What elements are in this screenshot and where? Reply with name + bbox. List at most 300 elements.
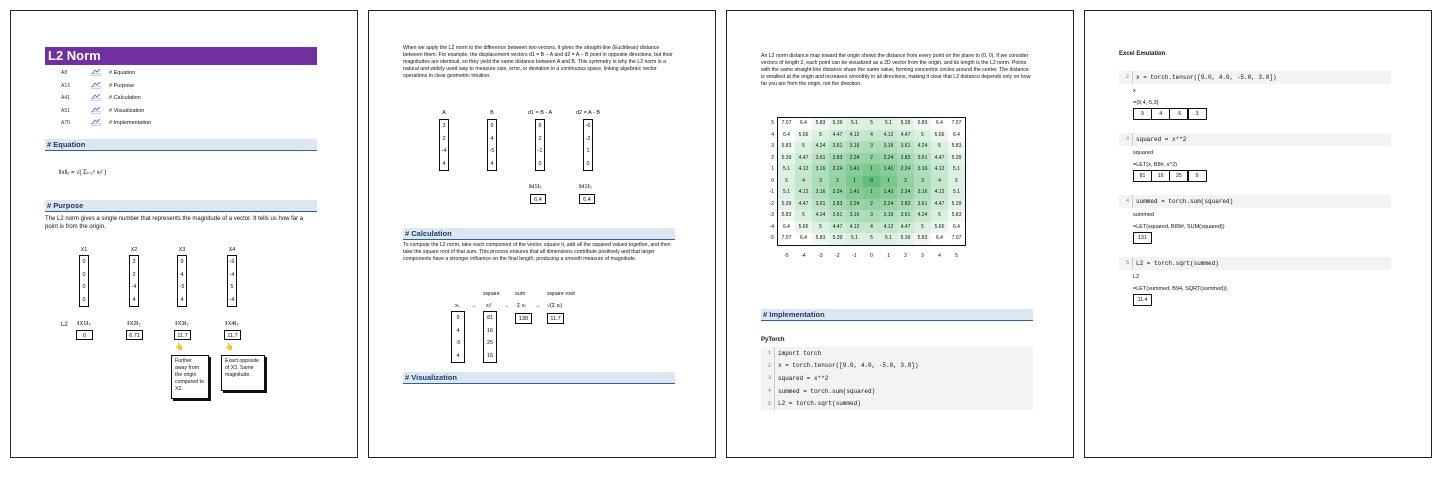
vector-cell: 4	[490, 160, 494, 167]
grid-cell: 3.61	[914, 153, 931, 165]
vector-name: X3	[178, 247, 186, 253]
pytorch-subtitle: PyTorch	[761, 337, 785, 343]
code-text: x = torch.tensor([9.0, 4.0, -5.0, 3.0])	[1136, 73, 1277, 81]
vector-cell: 6	[538, 123, 542, 129]
grid-cell: 2.83	[897, 153, 914, 165]
calc-cell: 25	[486, 340, 494, 346]
vector-cell: 4	[132, 296, 136, 303]
norm-value: 6.71	[126, 330, 143, 340]
link-icon[interactable]	[91, 118, 109, 128]
grid-cell: 5.39	[897, 118, 914, 130]
square-label: square	[483, 291, 500, 297]
norm-value: 0	[76, 330, 93, 340]
grid-cell: 3.61	[914, 199, 931, 211]
toc-link-label[interactable]: # Purpose	[109, 82, 135, 89]
grid-cell: 5	[778, 176, 795, 188]
variable-name: L2	[1133, 274, 1140, 280]
grid-cell: 2.83	[897, 199, 914, 211]
code-text: L2 = torch.sqrt(summed)	[1136, 259, 1219, 267]
vector-cell: 0	[538, 160, 542, 167]
distance-heat-grid	[777, 117, 966, 246]
grid-cell: 5	[795, 141, 812, 153]
grid-cell: 5.39	[778, 153, 795, 165]
grid-cell: 5.1	[846, 233, 863, 245]
formula: =LET(summed, B94, SQRT(summed))	[1133, 286, 1227, 292]
link-icon[interactable]	[91, 93, 109, 103]
vector-cell: -4	[131, 284, 137, 290]
vector-cell: 5	[230, 284, 234, 290]
d2-norm-label: ‖d1‖₂	[579, 184, 592, 190]
sum-label: sum	[515, 291, 526, 297]
grid-cell: 3	[863, 210, 880, 222]
norm-label: ‖X1‖₂	[77, 321, 91, 327]
grid-col-label: -5	[784, 253, 789, 259]
grid-cell: 4.24	[914, 210, 931, 222]
grid-cell: 5.83	[948, 210, 965, 222]
vector-cell: 4	[442, 160, 446, 167]
grid-cell: 5.39	[948, 153, 965, 165]
grid-cell: 5.39	[829, 118, 846, 130]
code-text: L2 = torch.sqrt(summed)	[778, 400, 861, 408]
vector-column	[487, 119, 497, 171]
vector-column	[79, 255, 89, 307]
grid-cell: 1	[863, 187, 880, 199]
spill-range	[1133, 108, 1207, 120]
grid-cell: 3.61	[812, 153, 829, 165]
calc-cell: 4	[456, 352, 460, 359]
calc-cell: -5	[455, 340, 461, 346]
grid-cell: 4.47	[931, 199, 948, 211]
grid-cell: 5.66	[931, 130, 948, 142]
line-number: 1	[761, 347, 775, 360]
vector-cell: -4	[229, 296, 235, 303]
toc-link-label[interactable]: # Equation	[109, 70, 136, 77]
grid-cell: 4.12	[931, 187, 948, 199]
page-3	[726, 10, 1074, 458]
spill-cell[interactable]: 9	[1133, 108, 1152, 120]
code-line	[1119, 133, 1391, 146]
grid-cell: 4.47	[931, 153, 948, 165]
vector-cell: 1	[586, 148, 590, 154]
d1-norm-label: ‖d1‖₂	[529, 184, 542, 190]
grid-cell: 4.12	[880, 222, 897, 234]
grid-cell: 3.61	[829, 210, 846, 222]
vector-name: X4	[228, 247, 236, 253]
grid-cell: 6.4	[795, 233, 812, 245]
grid-cell: 1.41	[846, 164, 863, 176]
grid-cell: 1	[846, 176, 863, 188]
toc-item[interactable]	[61, 117, 201, 130]
toc-item[interactable]	[61, 92, 201, 105]
grid-cell: 5	[812, 222, 829, 234]
grid-col-label: 0	[870, 253, 873, 259]
grid-cell: 5	[931, 210, 948, 222]
grid-cell: 2.24	[846, 199, 863, 211]
spill-range	[1133, 170, 1207, 182]
spill-cell[interactable]: 25	[1169, 170, 1188, 182]
pointing-hand-icon: 👆	[175, 344, 184, 351]
vector-cell: 0	[82, 284, 86, 290]
grid-col-label: 5	[955, 253, 958, 259]
vector-cell: 4	[180, 296, 184, 303]
excel-code-line	[1119, 71, 1391, 84]
section-implementation-header: # Implementation	[761, 309, 1033, 321]
grid-cell: 2.24	[846, 153, 863, 165]
grid-cell: 1.41	[880, 164, 897, 176]
grid-cell: 4.47	[829, 222, 846, 234]
grid-row-label: -1	[769, 189, 774, 195]
vector-name: X1	[80, 247, 88, 253]
line-number: 5	[761, 397, 775, 410]
note-further-away: Further away from the origin compared to X2.	[171, 355, 209, 399]
vector-column	[227, 255, 237, 307]
line-number: 5	[1119, 257, 1133, 270]
arrow-icon: →	[471, 303, 477, 309]
table-of-contents	[61, 67, 201, 130]
grid-col-label: -3	[818, 253, 823, 259]
arrow-icon: →	[504, 303, 510, 309]
grid-col-label: 4	[938, 253, 941, 259]
vector-cell: -9	[229, 259, 235, 265]
grid-cell: 4.47	[795, 199, 812, 211]
column-header: B	[490, 110, 494, 116]
code-line	[761, 372, 1033, 385]
norm-label: ‖X4‖₂	[225, 321, 239, 327]
page-2	[368, 10, 716, 458]
section-calculation-header: # Calculation	[403, 228, 675, 240]
code-text: x = torch.tensor([9.0, 4.0, -5.0, 3.0])	[778, 362, 919, 370]
grid-cell: 3.16	[914, 164, 931, 176]
spill-cell[interactable]: 9	[1188, 170, 1207, 182]
section-visualization-header: # Visualization	[403, 372, 675, 384]
squared-label: xᵢ²	[486, 303, 492, 309]
link-icon[interactable]	[91, 68, 109, 78]
vector-cell: 2	[538, 135, 542, 142]
grid-row-label: -4	[769, 223, 774, 230]
code-text: squared = x**2	[1136, 135, 1187, 143]
grid-cell: 4.12	[880, 130, 897, 142]
spill-cell[interactable]: 131	[1133, 232, 1152, 244]
grid-cell: 4.12	[931, 164, 948, 176]
grid-cell: 2.24	[897, 187, 914, 199]
page-1	[10, 10, 358, 458]
grid-cell: 4	[863, 222, 880, 234]
code-line	[761, 397, 1033, 410]
vector-column	[535, 119, 545, 171]
variable-name: x	[1133, 88, 1136, 94]
grid-cell: 6.4	[948, 222, 965, 234]
vector-cell: 9	[180, 259, 184, 265]
vector-cell: 4	[180, 271, 184, 278]
grid-cell: 5.1	[948, 164, 965, 176]
vector-column	[129, 255, 139, 307]
toc-cell-ref: A13	[61, 82, 70, 89]
grid-cell: 4.12	[846, 130, 863, 142]
grid-cell: 3.16	[880, 141, 897, 153]
column-header: A	[442, 110, 446, 116]
section-equation-header: # Equation	[45, 139, 317, 151]
grid-cell: 5.39	[897, 233, 914, 245]
code-line	[761, 385, 1033, 398]
grid-cell: 3.16	[914, 187, 931, 199]
grid-cell: 6.4	[931, 233, 948, 245]
grid-row-label: -3	[769, 212, 774, 218]
square-root-label: square root	[547, 291, 575, 297]
toc-link-label[interactable]: # Visualization	[109, 107, 145, 114]
grid-row-label: -5	[769, 235, 774, 241]
grid-cell: 5	[812, 130, 829, 142]
grid-col-label: -1	[852, 253, 857, 259]
grid-cell: 5.83	[778, 141, 795, 153]
grid-cell: 5.83	[778, 210, 795, 222]
note-exact-opposite: Exact opposite of X3. Same magnitude.	[221, 355, 265, 391]
l2-row-label: L2	[61, 322, 68, 328]
grid-cell: 5.83	[914, 233, 931, 245]
formula: =LET(x, B8#, x^2)	[1133, 162, 1177, 168]
vector-cell: 0	[82, 296, 86, 303]
grid-cell: 3.61	[829, 141, 846, 153]
grid-cell: 4.24	[812, 210, 829, 222]
vector-cell: 4	[490, 135, 494, 142]
grid-cell: 5.66	[795, 222, 812, 234]
grid-cell: 5	[863, 118, 880, 130]
toc-item[interactable]	[61, 105, 201, 118]
grid-cell: 5.1	[778, 164, 795, 176]
grid-cell: 4	[931, 176, 948, 188]
grid-cell: 3.61	[812, 199, 829, 211]
grid-cell: 5.83	[948, 141, 965, 153]
grid-cell: 2	[829, 176, 846, 188]
toc-cell-ref: A8	[61, 70, 68, 77]
toc-link-label[interactable]: # Implementation	[109, 120, 152, 127]
d2-norm-value: 6.4	[579, 194, 595, 204]
root-symbol-label: √(Σ xᵢ)	[547, 303, 563, 309]
link-icon[interactable]	[91, 106, 109, 116]
toc-item[interactable]	[61, 80, 201, 93]
code-line	[761, 360, 1033, 373]
grid-cell: 5.66	[931, 222, 948, 234]
grid-cell: 2.24	[880, 199, 897, 211]
line-number: 3	[761, 372, 775, 385]
grid-cell: 5.83	[812, 233, 829, 245]
grid-cell: 3.16	[812, 164, 829, 176]
equation: ‖x‖₂ = √( Σᵢ₌₁ⁿ xᵢ² )	[59, 170, 107, 176]
vector-cell: 2	[442, 135, 446, 142]
formula: =LET(squared, B89#, SUM(squared))	[1133, 224, 1225, 230]
grid-cell: 3.61	[897, 141, 914, 153]
grid-cell: 2.24	[880, 153, 897, 165]
page-4	[1084, 10, 1432, 458]
grid-cell: 5.39	[778, 199, 795, 211]
vector-cell: 0	[82, 259, 86, 265]
spill-cell[interactable]: 81	[1133, 170, 1152, 182]
spill-range	[1133, 232, 1152, 244]
grid-col-label: 1	[887, 253, 890, 259]
grid-cell: 5	[863, 233, 880, 245]
vector-cell: -2	[585, 135, 591, 142]
code-line	[1119, 257, 1391, 270]
toc-cell-ref: A70	[61, 120, 70, 127]
grid-cell: 1.41	[880, 187, 897, 199]
purpose-text: The L2 norm gives a single number that represents the magnitude of a vector. It tells us how far a point is from the origin.	[45, 216, 304, 230]
norm-value: 11.7	[224, 330, 241, 340]
line-number: 4	[1119, 195, 1133, 208]
grid-cell: 4.47	[897, 130, 914, 142]
grid-cell: 1	[880, 176, 897, 188]
grid-cell: 5.1	[846, 118, 863, 130]
line-number: 4	[761, 385, 775, 398]
page-title: L2 Norm	[45, 47, 317, 65]
vector-column	[177, 255, 187, 307]
calc-column	[451, 311, 465, 363]
grid-cell: 3.61	[897, 210, 914, 222]
spill-cell[interactable]: -5	[1169, 108, 1188, 120]
grid-cell: 4.47	[897, 222, 914, 234]
toc-cell-ref: A41	[61, 95, 70, 102]
vector-column	[439, 119, 449, 171]
grid-cell: 3	[863, 141, 880, 153]
grid-cell: 2.24	[897, 164, 914, 176]
vector-cell: 2	[132, 271, 136, 278]
distance-intro-text: When we apply the L2 norm to the difference between two vectors, it gives the straight-line (Euclidean) distance between them. For example, the displacement vectors d1 = B − A and d2 = A − B point in opposite directions, but their magnitudes are identical, so they yield the same distance between A and B. This symmetry is why the L2 norm is a natural and widely used way to measure size, error, or deviation in a continuous space, linking algebraic vector operations to clear geometric intuition.	[403, 45, 673, 79]
sum-value: 138	[515, 313, 532, 324]
code-text: summed = torch.sum(squared)	[1136, 197, 1234, 205]
vector-cell: 9	[490, 123, 494, 129]
grid-cell: 3.16	[880, 210, 897, 222]
excel-code-line	[1119, 195, 1391, 208]
grid-cell: 7.07	[948, 118, 965, 130]
grid-cell: 7.07	[778, 118, 795, 130]
grid-cell: 5.1	[778, 187, 795, 199]
grid-cell: 4.12	[795, 164, 812, 176]
spill-cell[interactable]: 16	[1151, 170, 1170, 182]
vector-cell: -5	[179, 284, 185, 290]
grid-cell: 3	[914, 176, 931, 188]
toc-cell-ref: A51	[61, 107, 70, 114]
grid-cell: 5.66	[795, 130, 812, 142]
norm-value: 11.7	[174, 330, 191, 340]
grid-cell: 5	[948, 176, 965, 188]
calc-column	[483, 311, 497, 363]
grid-cell: 2	[897, 176, 914, 188]
spill-cell[interactable]: 4	[1151, 108, 1170, 120]
root-value: 11.7	[547, 313, 564, 324]
excel-code-line	[1119, 257, 1391, 270]
spill-range	[1133, 294, 1152, 306]
grid-cell: 2.24	[829, 187, 846, 199]
grid-col-label: 3	[921, 253, 924, 259]
column-header: d2 = A - B	[575, 110, 600, 116]
excel-emulation-title: Excel Emulation	[1119, 51, 1166, 57]
vector-cell: -5	[489, 148, 495, 154]
grid-cell: 4	[795, 176, 812, 188]
grid-cell: 5.39	[829, 233, 846, 245]
grid-cell: 6.4	[948, 130, 965, 142]
grid-cell: 2.24	[829, 164, 846, 176]
arrow-icon: →	[535, 303, 541, 309]
grid-cell: 2.83	[829, 153, 846, 165]
grid-cell: 4	[863, 130, 880, 142]
grid-cell: 4.47	[829, 130, 846, 142]
grid-row-label: 0	[771, 177, 774, 184]
grid-cell: 2	[863, 153, 880, 165]
code-text: squared = x**2	[778, 374, 829, 382]
grid-row-label: 5	[771, 120, 774, 126]
calc-cell: 16	[486, 327, 494, 334]
grid-cell: 4.24	[812, 141, 829, 153]
calc-cell: 9	[456, 315, 460, 321]
code-text: import torch	[778, 349, 822, 357]
grid-cell: 7.07	[948, 233, 965, 245]
pytorch-code-block	[761, 347, 1033, 410]
d1-norm-value: 6.4	[530, 194, 546, 204]
section-purpose-header: # Purpose	[45, 200, 317, 212]
variable-name: summed	[1133, 212, 1155, 218]
vector-cell: -6	[585, 123, 591, 129]
toc-item[interactable]	[61, 67, 201, 80]
spill-cell[interactable]: 11.4	[1133, 294, 1152, 306]
grid-cell: 3.16	[812, 187, 829, 199]
formula: ={9,4,-5,3}	[1133, 100, 1159, 106]
grid-cell: 5	[795, 210, 812, 222]
grid-row-label: 2	[771, 154, 774, 161]
grid-row-label: 4	[771, 131, 774, 138]
sum-symbol-label: Σ xᵢ	[517, 303, 526, 309]
line-number: 2	[761, 360, 775, 373]
grid-cell: 5.1	[880, 233, 897, 245]
vector-name: X2	[130, 247, 138, 253]
link-icon[interactable]	[91, 81, 109, 91]
grid-cell: 5.83	[914, 118, 931, 130]
grid-cell: 6.4	[778, 130, 795, 142]
grid-row-label: 1	[771, 166, 774, 172]
grid-cell: 3.16	[846, 210, 863, 222]
code-line	[761, 347, 1033, 360]
grid-cell: 5.1	[880, 118, 897, 130]
grid-cell: 5.39	[948, 199, 965, 211]
grid-cell: 5.1	[948, 187, 965, 199]
norm-label: ‖X2‖₂	[127, 321, 141, 327]
grid-cell: 4.12	[846, 222, 863, 234]
grid-cell: 0	[863, 176, 880, 188]
line-number: 3	[1119, 133, 1133, 146]
vector-cell: 0	[586, 160, 590, 167]
calc-cell: 81	[486, 315, 494, 321]
toc-link-label[interactable]: # Calculation	[109, 95, 141, 102]
grid-cell: 6.4	[931, 118, 948, 130]
pointing-hand-icon: 👆	[225, 344, 234, 351]
calc-cell: 16	[486, 352, 494, 359]
vector-cell: 3	[442, 123, 446, 129]
variable-name: squared	[1133, 150, 1153, 156]
grid-cell: 5	[914, 130, 931, 142]
calculation-text: To compute the L2 norm, take each component of the vector, square it, add all the squared values together, and then take the square root of that sum. This process ensures that all dimensions contribute positively and that larger components have a stronger influence on the final length, producing a smooth measure of magnitude.	[403, 242, 671, 262]
column-header: d1 = B - A	[527, 110, 553, 116]
vector-cell: -4	[441, 148, 447, 154]
grid-cell: 4.24	[914, 141, 931, 153]
spill-cell[interactable]: 3	[1188, 108, 1207, 120]
grid-cell: 3.16	[846, 141, 863, 153]
grid-cell: 2.83	[829, 199, 846, 211]
vector-cell: -4	[229, 271, 235, 278]
grid-cell: 4.47	[795, 153, 812, 165]
grid-cell: 5	[931, 141, 948, 153]
vector-column	[583, 119, 593, 171]
code-line	[1119, 71, 1391, 84]
grid-col-label: -4	[801, 253, 806, 259]
grid-col-label: -2	[835, 253, 840, 259]
vector-cell: 0	[82, 271, 86, 278]
